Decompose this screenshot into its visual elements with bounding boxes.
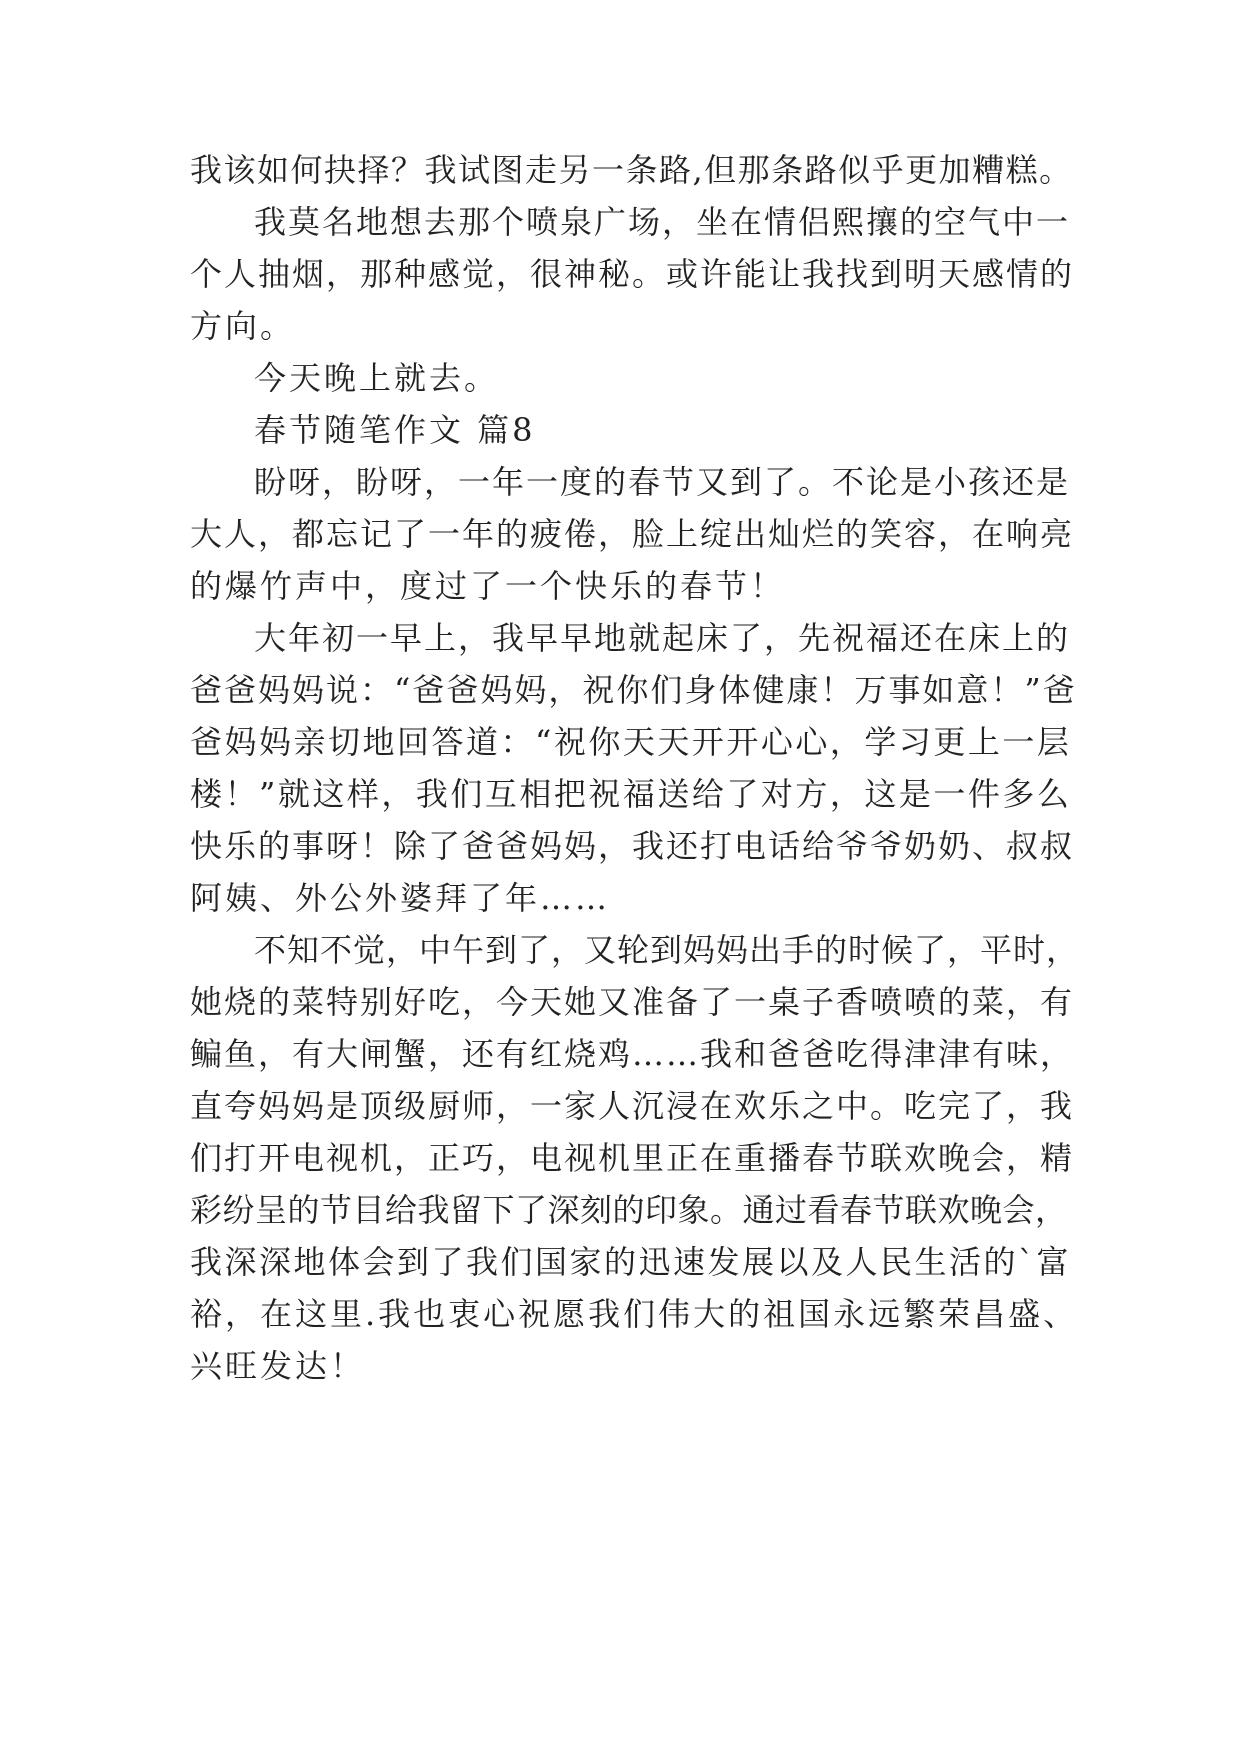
paragraph-start-line: 盼呀，盼呀，一年一度的春节又到了。不论是小孩还是	[254, 463, 1071, 501]
text-line: 鳊鱼，有大闸蟹，还有红烧鸡……我和爸爸吃得津津有味，	[190, 1035, 1075, 1073]
text-line: 我该如何抉择？我试图走另一条路,但那条路似乎更加糟糕。	[190, 151, 1073, 189]
text-line: 彩纷呈的节目给我留下了深刻的印象。通过看春节联欢晚会，	[190, 1191, 1068, 1229]
text-line: 我深深地体会到了我们国家的迅速发展以及人民生活的`富	[190, 1243, 1072, 1281]
text-line: 的爆竹声中，度过了一个快乐的春节！	[190, 567, 786, 605]
paragraph-start-line: 不知不觉，中午到了，又轮到妈妈出手的时候了，平时，	[254, 931, 1080, 969]
section-heading: 春节随笔作文 篇8	[254, 411, 536, 449]
text-line: 她烧的菜特别好吃，今天她又准备了一桌子香喷喷的菜，有	[190, 983, 1075, 1021]
text-line: 阿姨、外公外婆拜了年……	[190, 879, 611, 917]
text-line: 大人，都忘记了一年的疲倦，脸上绽出灿烂的笑容，在响亮	[190, 515, 1075, 553]
text-line: 直夸妈妈是顶级厨师，一家人沉浸在欢乐之中。吃完了，我	[190, 1087, 1075, 1125]
paragraph-start-line: 我莫名地想去那个喷泉广场，坐在情侣熙攘的空气中一	[254, 203, 1071, 241]
text-line: 爸妈妈亲切地回答道：“祝你天天开开心心，学习更上一层	[190, 723, 1072, 761]
paragraph-start-line: 大年初一早上，我早早地就起床了，先祝福还在床上的	[254, 619, 1071, 657]
text-line: 方向。	[190, 307, 296, 345]
text-line: 们打开电视机，正巧，电视机里正在重播春节联欢晚会，精	[190, 1139, 1075, 1177]
paragraph-start-line: 今天晚上就去。	[254, 359, 500, 397]
text-line: 个人抽烟，那种感觉，很神秘。或许能让我找到明天感情的	[190, 255, 1075, 293]
text-line: 爸爸妈妈说：“爸爸妈妈，祝你们身体健康！万事如意！”爸	[190, 671, 1077, 709]
text-line: 兴旺发达！	[190, 1347, 366, 1385]
text-line: 楼！”就这样，我们互相把祝福送给了对方，这是一件多么	[190, 775, 1072, 813]
text-line: 快乐的事呀！除了爸爸妈妈，我还打电话给爷爷奶奶、叔叔	[190, 827, 1075, 865]
text-line: 裕，在这里.我也衷心祝愿我们伟大的祖国永远繁荣昌盛、	[190, 1295, 1079, 1333]
